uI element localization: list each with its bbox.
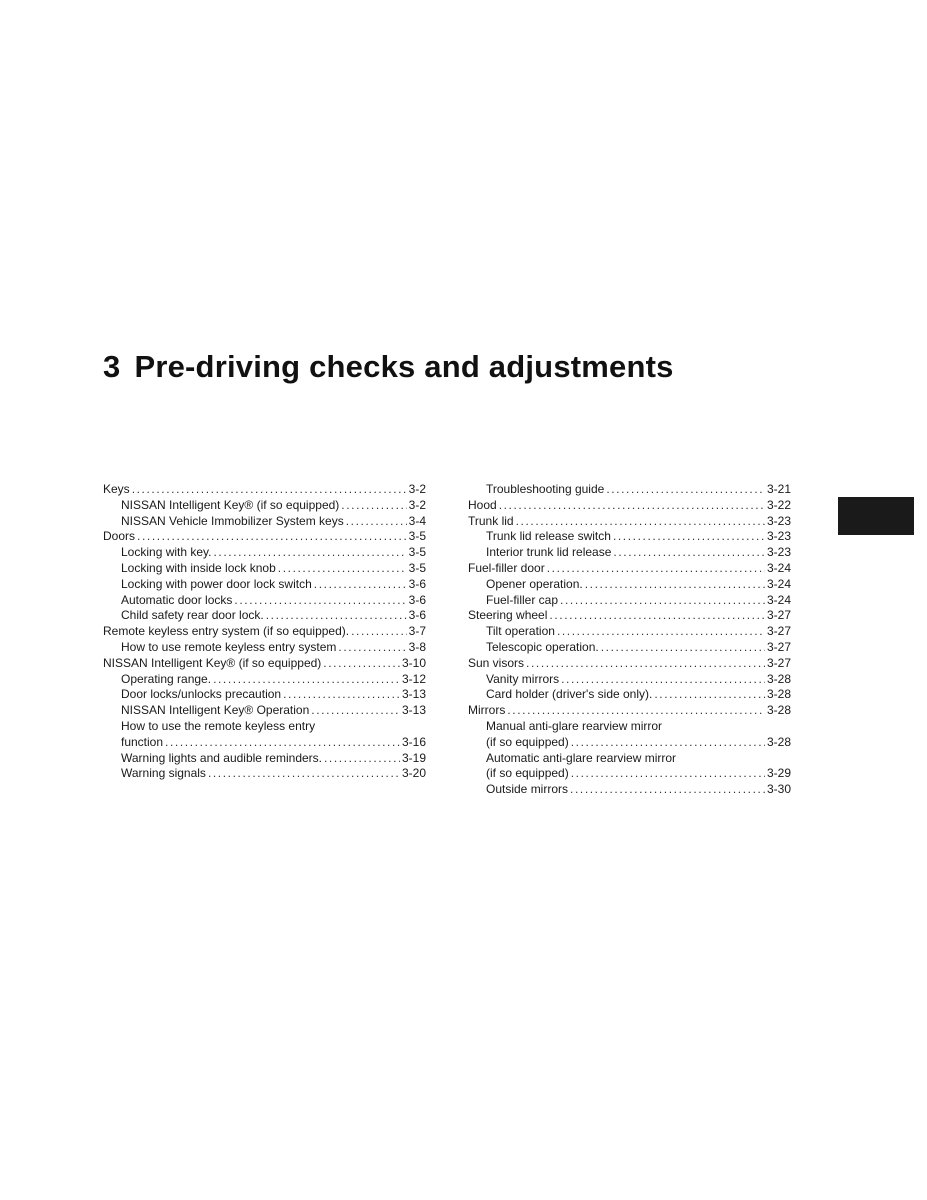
toc-entry-label: (if so equipped) <box>486 766 569 781</box>
toc-entry-label: Mirrors <box>468 703 506 718</box>
toc-entry-label: Warning signals <box>121 766 206 781</box>
toc-entry-label: Vanity mirrors <box>486 671 560 686</box>
toc-entry-label: NISSAN Intelligent Key® (if so equipped) <box>121 497 340 512</box>
toc-entry-page: 3-20 <box>401 766 426 781</box>
toc-entry[interactable] <box>103 608 426 624</box>
chapter-side-tab <box>838 497 914 535</box>
toc-entry[interactable] <box>468 545 791 561</box>
toc-entry[interactable] <box>468 624 791 640</box>
toc-entry-page: 3-5 <box>408 560 426 575</box>
toc-dot-leader <box>585 577 765 593</box>
toc-entry-page: 3-28 <box>766 671 791 686</box>
toc-entry-label: Tilt operation <box>486 624 555 639</box>
toc-entry[interactable] <box>103 498 426 514</box>
toc-entry[interactable] <box>103 545 426 561</box>
toc-dot-leader <box>314 577 407 593</box>
toc-entry-page: 3-6 <box>408 576 426 591</box>
toc-entry[interactable] <box>103 656 426 672</box>
toc-entry-page: 3-24 <box>766 560 791 575</box>
toc-dot-leader <box>341 498 406 514</box>
toc-left-column <box>103 482 426 782</box>
toc-entry-label: Locking with inside lock knob <box>121 560 276 575</box>
toc-entry-page: 3-5 <box>408 529 426 544</box>
chapter-title-text: Pre-driving checks and adjustments <box>134 349 674 384</box>
toc-entry-page: 3-4 <box>408 513 426 528</box>
toc-entry-page: 3-28 <box>766 703 791 718</box>
toc-entry-label: Automatic anti-glare rearview mirror <box>486 750 677 765</box>
toc-entry-label: Trunk lid release switch <box>486 529 611 544</box>
toc-entry-label: NISSAN Intelligent Key® (if so equipped) <box>103 655 322 670</box>
toc-dot-leader <box>165 735 400 751</box>
toc-dot-leader <box>278 561 407 577</box>
toc-entry-page: 3-27 <box>766 639 791 654</box>
toc-entry-label: NISSAN Intelligent Key® Operation <box>121 703 310 718</box>
toc-entry[interactable] <box>468 687 791 703</box>
toc-entry-page: 3-27 <box>766 624 791 639</box>
toc-entry-page: 3-27 <box>766 608 791 623</box>
toc-entry-label: Interior trunk lid release <box>486 545 612 560</box>
toc-dot-leader <box>561 672 765 688</box>
chapter-number: 3 <box>103 349 121 384</box>
toc-entry-label: Child safety rear door lock. <box>121 608 264 623</box>
toc-entry[interactable] <box>468 482 791 498</box>
toc-entry-label: Steering wheel <box>468 608 548 623</box>
toc-entry[interactable] <box>103 719 426 735</box>
toc-dot-leader <box>547 561 765 577</box>
toc-dot-leader <box>570 782 765 798</box>
toc-entry-label: How to use the remote keyless entry <box>121 718 316 733</box>
toc-entry[interactable] <box>103 593 426 609</box>
toc-entry-page: 3-5 <box>408 545 426 560</box>
toc-entry[interactable] <box>468 608 791 624</box>
toc-dot-leader <box>613 545 765 561</box>
chapter-title <box>103 349 674 385</box>
toc-dot-leader <box>507 703 765 719</box>
toc-entry-label: Opener operation. <box>486 576 583 591</box>
toc-dot-leader <box>654 687 765 703</box>
toc-entry-page: 3-10 <box>401 655 426 670</box>
toc-entry[interactable] <box>468 735 791 751</box>
toc-entry[interactable] <box>468 656 791 672</box>
toc-entry-page: 3-24 <box>766 576 791 591</box>
toc-entry-label: Fuel-filler door <box>468 560 545 575</box>
toc-dot-leader <box>571 735 765 751</box>
toc-entry-page: 3-16 <box>401 734 426 749</box>
toc-entry-page: 3-28 <box>766 687 791 702</box>
toc-entry-page: 3-21 <box>766 482 791 496</box>
toc-dot-leader <box>324 751 400 767</box>
toc-entry-label: Troubleshooting guide <box>486 482 605 496</box>
toc-entry-label: Card holder (driver's side only). <box>486 687 653 702</box>
toc-entry-label: function <box>121 734 164 749</box>
toc-entry-page: 3-13 <box>401 687 426 702</box>
toc-entry-page: 3-24 <box>766 592 791 607</box>
toc-entry[interactable] <box>468 703 791 719</box>
toc-entry-label: Operating range. <box>121 671 212 686</box>
toc-dot-leader <box>266 608 407 624</box>
toc-entry[interactable] <box>103 482 426 498</box>
toc-entry-label: NISSAN Vehicle Immobilizer System keys <box>121 513 344 528</box>
toc-entry-page: 3-23 <box>766 529 791 544</box>
toc-entry-page: 3-23 <box>766 545 791 560</box>
toc-entry[interactable] <box>468 577 791 593</box>
toc-entry[interactable] <box>103 561 426 577</box>
toc-entry-page: 3-12 <box>401 671 426 686</box>
toc-entry[interactable] <box>468 672 791 688</box>
toc-dot-leader <box>499 498 765 514</box>
toc-entry[interactable] <box>468 766 791 782</box>
toc-dot-leader <box>351 624 407 640</box>
toc-entry[interactable] <box>103 529 426 545</box>
toc-entry-label: Outside mirrors <box>486 782 569 797</box>
toc-entry-page: 3-6 <box>408 592 426 607</box>
toc-entry-page: 3-19 <box>401 750 426 765</box>
toc-entry[interactable] <box>103 624 426 640</box>
toc-dot-leader <box>346 514 407 530</box>
toc-entry[interactable] <box>103 703 426 719</box>
toc-entry-page: 3-29 <box>766 766 791 781</box>
toc-dot-leader <box>214 545 407 561</box>
toc-dot-leader <box>137 529 407 545</box>
toc-dot-leader <box>526 656 765 672</box>
toc-entry-label: How to use remote keyless entry system <box>121 639 337 654</box>
toc-entry[interactable] <box>468 640 791 656</box>
toc-entry-label: Hood <box>468 497 497 512</box>
toc-entry-page: 3-2 <box>408 482 426 496</box>
toc-dot-leader <box>338 640 406 656</box>
toc-entry[interactable] <box>103 577 426 593</box>
toc-entry-label: Keys <box>103 482 130 496</box>
toc-dot-leader <box>132 482 407 498</box>
toc-entry[interactable] <box>103 735 426 751</box>
toc-entry-page: 3-22 <box>766 497 791 512</box>
toc-entry-label: Door locks/unlocks precaution <box>121 687 282 702</box>
toc-entry[interactable] <box>103 766 426 782</box>
toc-entry[interactable] <box>103 640 426 656</box>
toc-entry[interactable] <box>103 751 426 767</box>
toc-dot-leader <box>208 766 400 782</box>
toc-entry-label: Sun visors <box>468 655 525 670</box>
toc-entry-label: Locking with key. <box>121 545 212 560</box>
toc-entry-label: (if so equipped) <box>486 734 569 749</box>
toc-dot-leader <box>560 593 765 609</box>
toc-right-column <box>468 482 791 798</box>
toc-entry[interactable] <box>468 782 791 798</box>
toc-entry[interactable] <box>103 672 426 688</box>
toc-entry-label: Fuel-filler cap <box>486 592 559 607</box>
toc-entry-page: 3-13 <box>401 703 426 718</box>
toc-entry[interactable] <box>103 687 426 703</box>
toc-entry[interactable] <box>468 561 791 577</box>
toc-dot-leader <box>613 529 765 545</box>
toc-entry-label: Telescopic operation. <box>486 639 599 654</box>
toc-dot-leader <box>213 672 400 688</box>
toc-entry-label: Manual anti-glare rearview mirror <box>486 718 663 733</box>
toc-entry[interactable] <box>468 719 791 735</box>
toc-dot-leader <box>323 656 400 672</box>
toc-entry-label: Warning lights and audible reminders. <box>121 750 322 765</box>
toc-entry-page: 3-28 <box>766 734 791 749</box>
toc-dot-leader <box>311 703 400 719</box>
toc-dot-leader <box>601 640 765 656</box>
toc-dot-leader <box>571 766 765 782</box>
toc-entry-page: 3-23 <box>766 513 791 528</box>
toc-entry-label: Trunk lid <box>468 513 514 528</box>
toc-entry[interactable] <box>468 751 791 767</box>
toc-entry-page: 3-8 <box>408 639 426 654</box>
toc-entry-page: 3-6 <box>408 608 426 623</box>
toc-dot-leader <box>557 624 765 640</box>
toc-entry-label: Remote keyless entry system (if so equipped). <box>103 624 350 639</box>
toc-dot-leader <box>234 593 406 609</box>
toc-entry-label: Doors <box>103 529 136 544</box>
toc-entry[interactable] <box>468 514 791 530</box>
toc-dot-leader <box>283 687 400 703</box>
toc-entry-page: 3-30 <box>766 782 791 797</box>
toc-entry[interactable] <box>468 593 791 609</box>
toc-entry-label: Locking with power door lock switch <box>121 576 312 591</box>
toc-entry[interactable] <box>103 514 426 530</box>
toc-entry-page: 3-7 <box>408 624 426 639</box>
toc-dot-leader <box>516 514 765 530</box>
toc-entry-page: 3-2 <box>408 497 426 512</box>
toc-entry-label: Automatic door locks <box>121 592 233 607</box>
toc-entry[interactable] <box>468 498 791 514</box>
toc-dot-leader <box>549 608 765 624</box>
toc-entry[interactable] <box>468 529 791 545</box>
toc-dot-leader <box>606 482 765 498</box>
toc-entry-page: 3-27 <box>766 655 791 670</box>
